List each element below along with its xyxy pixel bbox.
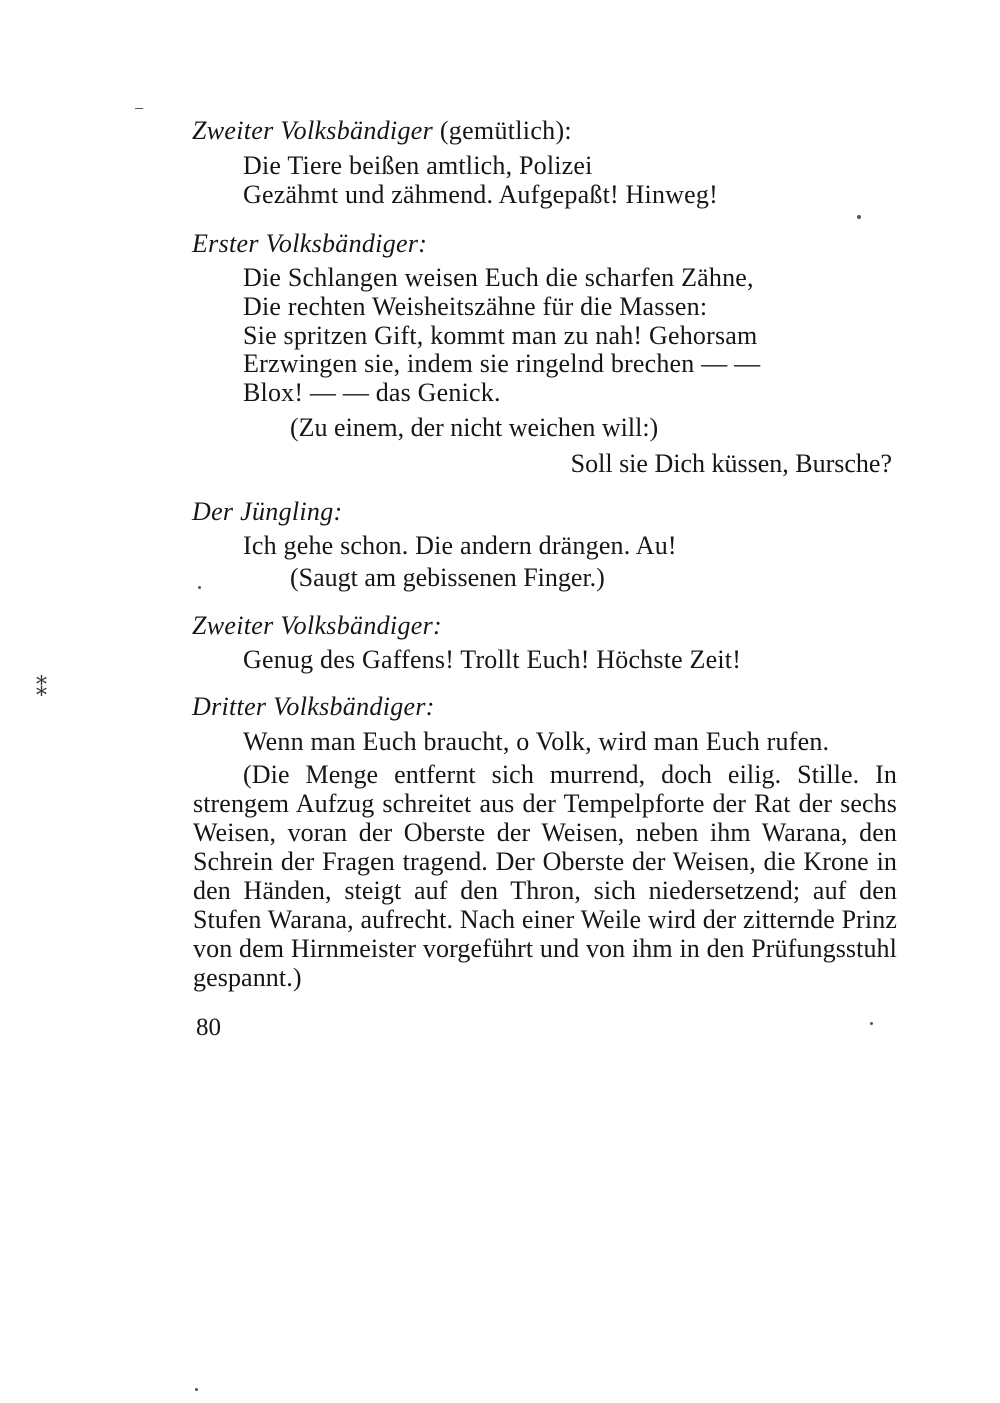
speaker-erster-volksbaendiger: Erster Volksbändiger: [192, 229, 428, 258]
verse-line: Sie spritzen Gift, kommt man zu nah! Gehorsam [243, 321, 758, 350]
verse-line: Die Tiere beißen amtlich, Polizei [243, 151, 593, 180]
verse-line: Ich gehe schon. Die andern drängen. Au! [243, 531, 677, 560]
verse-line: Die rechten Weisheitszähne für die Massen: [243, 292, 708, 321]
verse-line: Erzwingen sie, indem sie ringelnd brechen — — [243, 349, 761, 378]
speck [198, 586, 201, 589]
speaker-name: Zweiter Volksbändiger [192, 116, 434, 145]
verse-line: Die Schlangen weisen Euch die scharfen Zähne, [243, 263, 754, 292]
speck [870, 1022, 873, 1025]
speaker-zweiter-volksbaendiger-2: Zweiter Volksbändiger: [192, 611, 442, 640]
paragraph-text: (Die Menge entfernt sich murrend, doch eilig. Stille. In strengem Aufzug schreitet aus der Tempelpforte der Rat der sechs Weisen, voran der Oberste der Weisen, neben ihm Warana, den Schrein der Fragen tragend. Der Oberste der Weisen, die Krone in den Händen, steigt auf den Thron, sich niedersetzend; auf den Stufen Warana, aufrecht. Nach einer Weile wird der zitternde Prinz von dem Hirnmeister vorgeführt und von ihm in den Prüfungsstuhl gespannt.) [193, 760, 897, 992]
verse-line-right: Soll sie Dich küssen, Bursche? [570, 449, 892, 478]
speaker-zweiter-volksbaendiger [192, 116, 572, 146]
verse-line: Genug des Gaffens! Trollt Euch! Höchste Zeit! [243, 645, 742, 674]
speaker-dritter-volksbaendiger: Dritter Volksbändiger: [192, 692, 435, 721]
margin-smudge: ⁑ [36, 676, 47, 701]
verse-line: Blox! — — das Genick. [243, 378, 501, 407]
verse-line: Gezähmt und zähmend. Aufgepaßt! Hinweg! [243, 180, 718, 209]
speck [135, 108, 143, 109]
stage-direction: (Saugt am gebissenen Finger.) [290, 563, 605, 592]
page-number: 80 [196, 1014, 221, 1041]
stage-direction-inline: (gemütlich): [439, 116, 572, 145]
speck [857, 215, 861, 219]
stage-direction-paragraph [193, 760, 897, 992]
speck [195, 1388, 198, 1391]
verse-line: Wenn man Euch braucht, o Volk, wird man Euch rufen. [243, 727, 830, 756]
stage-direction: (Zu einem, der nicht weichen will:) [290, 413, 659, 442]
speaker-der-juengling: Der Jüngling: [192, 497, 343, 526]
